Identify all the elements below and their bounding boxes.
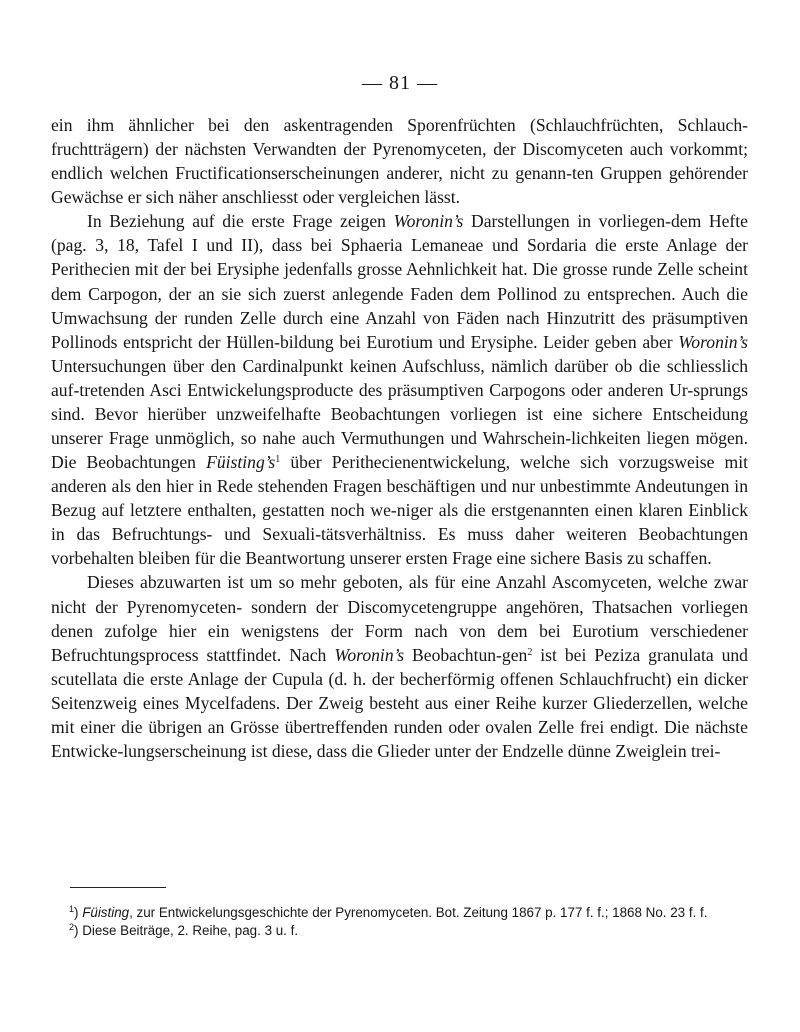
author-name: Woronin’s [334,644,405,665]
paragraph [51,113,748,209]
main-text [51,113,748,763]
footnote [51,904,748,922]
footnote-marker: 2 [527,646,533,658]
footnote-marker: 1 [275,454,281,466]
text-run: ) [74,905,83,920]
text-run: Beobachtun-gen [404,644,528,665]
footnote-separator [70,887,166,888]
author-name: Füisting’s [206,452,276,473]
text-run: , zur Entwickelungsgeschichte der Pyrenomyceten. Bot. Zeitung 1867 p. 177 f. f.; 1868 No. 23 f. f. [129,905,708,920]
text-run: Darstellungen in vorliegen-dem Hefte (pag. 3, 18, Tafel I und II), dass bei Sphaeria Lemaneae und Sordaria die erste Anlage der Perithecien mit der bei Erysiphe jedenfalls grosse Aehnlichkeit hat. Die grosse runde Zelle scheint dem Carpogon, der an sie sich zuerst anlegende Faden dem Pollinod zu entsprechen. Auch die Umwachsung der runden Zelle durch eine Anzahl von Fäden nach Hinzutritt des präsumptiven Pollinods entspricht der Hüllen-bildung bei Eurotium und Erysiphe. Leider geben aber [51,211,748,352]
author-name: Woronin’s [678,331,748,352]
text-run: Dieses abzuwarten ist um so mehr geboten, als für eine Anzahl Ascomyceten, welche zwar nicht der Pyrenomyceten- sondern der Discomycetengruppe angehören, Thatsachen vorliegen denen zufolge hier ein wenigstens der Form nach von dem bei Eurotium verschiedener Befruchtungsprocess stattfindet. Nach [51,572,748,665]
text-run: ein ihm ähnlicher bei den askentragenden Sporenfrüchten (Schlauchfrüchten, Schlauch-fruchtträgern) der nächsten Verwandten der Pyrenomyceten, der Discomyceten auch vorkommt; endlich welchen Fructificationserscheinungen anderer, nicht zu genann-ten Gruppen gehörender Gewächse er sich näher anschliesst oder vergleichen lässt. [51,115,748,208]
text-run: Untersuchungen über den Cardinalpunkt keinen Aufschluss, nämlich darüber ob die schliesslich auf-tretenden Asci Entwickelungsproducte des präsumptiven Carpogons oder anderen Ur-sprungs sind. Bevor hierüber unzweifelhafte Beobachtungen vorliegen ist eine sichere Entscheidung unserer Frage unmöglich, so nahe auch Vermuthungen und Wahrschein-lichkeiten liegen mögen. Die Beobachtungen [51,355,748,473]
author-name: Füisting [82,905,130,920]
footnote-marker: 1 [69,904,75,914]
text-run: ist bei Peziza granulata und scutellata die erste Anlage der Cupula (d. h. der becherförmig offenen Schlauchfrucht) ein dicker Seitenzweig eines Mycelfadens. Der Zweig besteht aus einer Reihe kurzer Gliederzellen, welche mit einer die übrigen an Grösse übertreffenden runden oder ovalen Zelle frei endigt. Die nächste Entwicke-lungserscheinung ist diese, dass die Glieder unter der Endzelle dünne Zweiglein trei- [51,644,748,762]
paragraph [51,570,748,763]
footnote [51,922,748,940]
page-number: — 81 — [362,72,438,94]
footnotes [51,904,748,939]
text-run: über Perithecienentwickelung, welche sich vorzugsweise mit anderen als den hier in Rede stehenden Fragen beschäftigen und nur unbestimmte Andeutungen in Bezug auf letztere enthalten, gestatten noch we-niger als die erstgenannten einen klaren Einblick in das Befruchtungs- und Sexuali-tätsverhältniss. Es muss daher weiteren Beobachtungen vorbehalten bleiben für die Beantwortung unserer ersten Frage eine sichere Basis zu schaffen. [51,452,748,569]
footnote-marker: 2 [69,921,75,932]
text-run: In Beziehung auf die erste Frage zeigen [87,211,394,232]
author-name: Woronin’s [393,211,464,232]
paragraph [51,209,748,570]
text-run: ) Diese Beiträge, 2. Reihe, pag. 3 u. f. [74,922,299,938]
